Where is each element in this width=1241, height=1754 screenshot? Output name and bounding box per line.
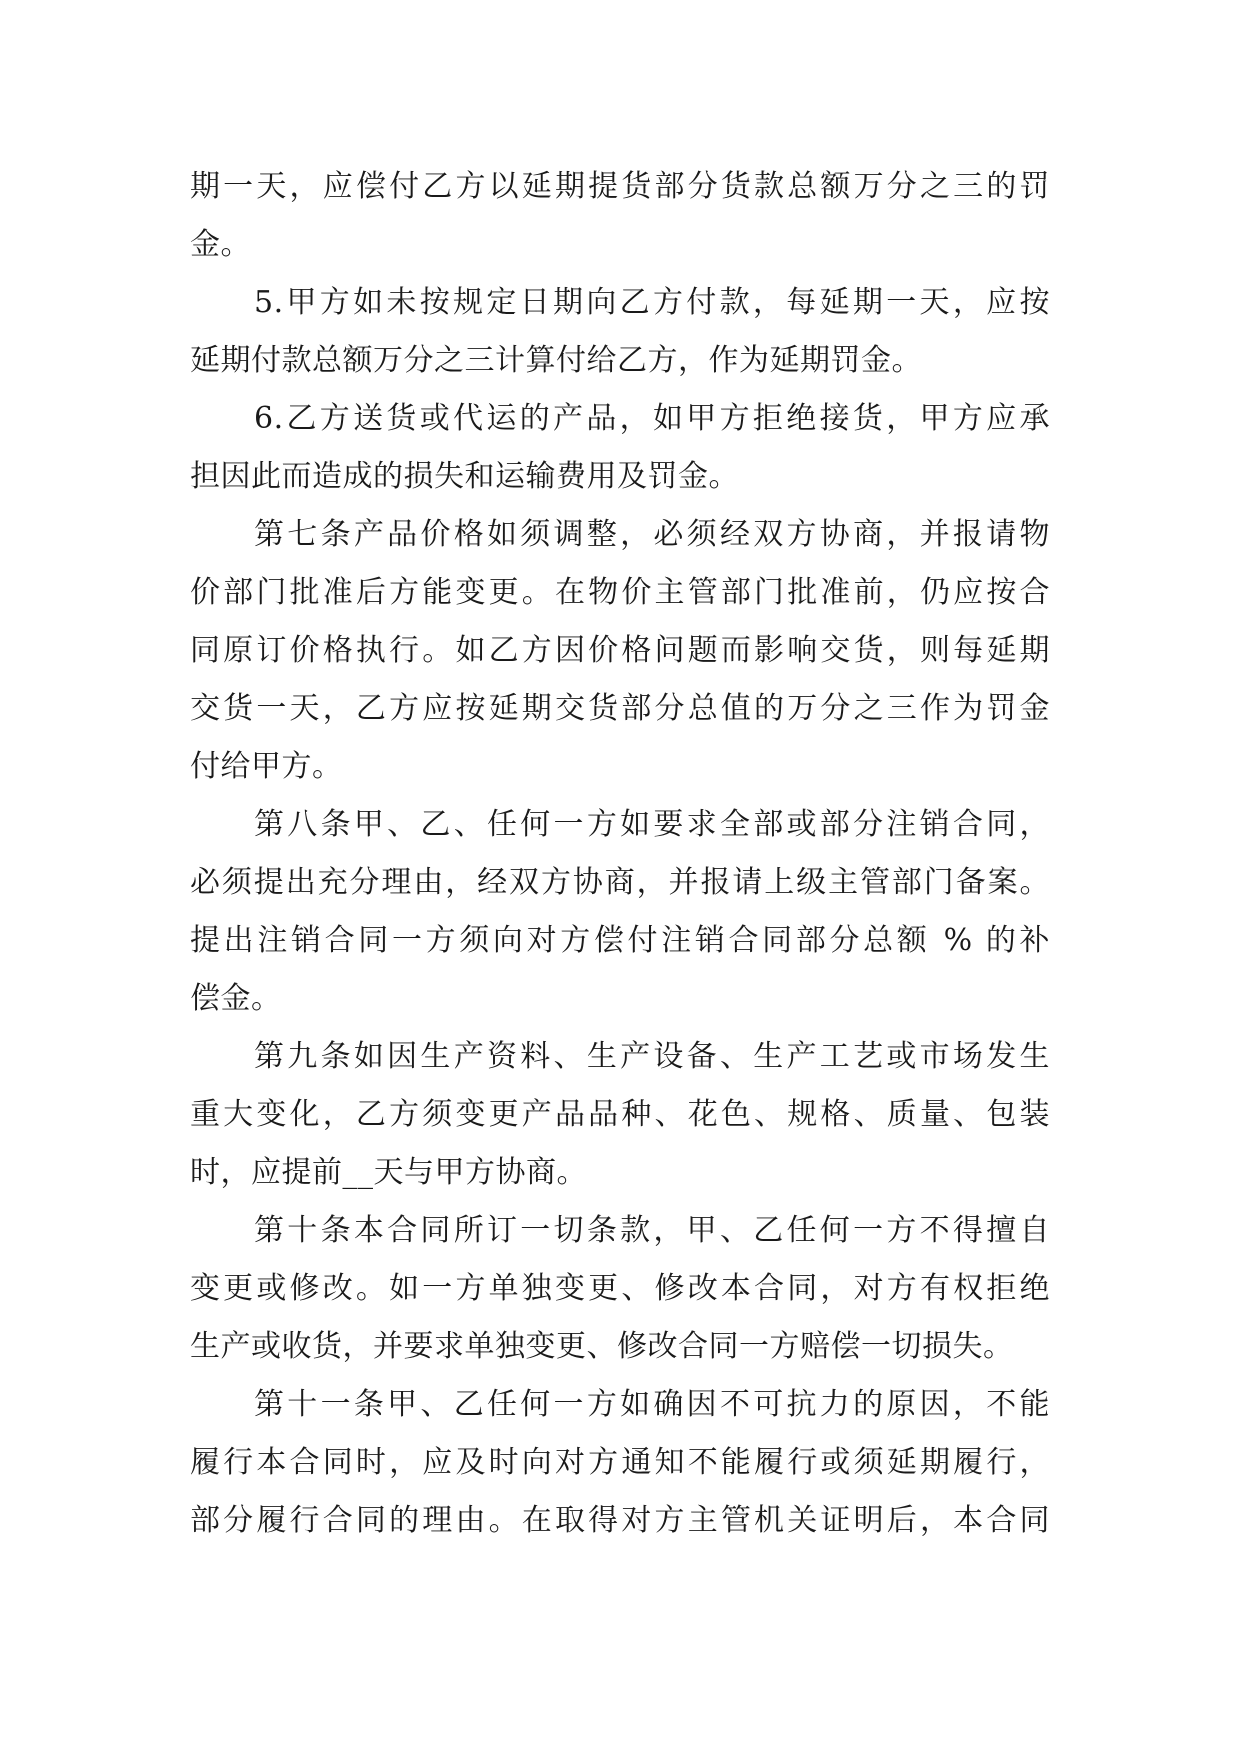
text-line: 部分履行合同的理由。在取得对方主管机关证明后，本合同: [190, 1503, 1050, 1538]
document-body: [190, 158, 1050, 1550]
text-line: 生产或收货，并要求单独变更、修改合同一方赔偿一切损失。: [190, 1329, 1014, 1364]
text-line: 5.甲方如未按规定日期向乙方付款，每延期一天，应按: [254, 285, 1050, 320]
text-line: 履行本合同时，应及时向对方通知不能履行或须延期履行，: [190, 1445, 1050, 1480]
text-line: 金。: [190, 227, 251, 262]
paragraph-item-6: [190, 390, 1050, 506]
text-line: 期一天，应偿付乙方以延期提货部分货款总额万分之三的罚: [190, 169, 1050, 204]
paragraph-article-8: [190, 796, 1050, 1028]
text-line: 第九条如因生产资料、生产设备、生产工艺或市场发生: [254, 1039, 1050, 1074]
text-line: 担因此而造成的损失和运输费用及罚金。: [190, 459, 739, 494]
paragraph-article-9: [190, 1028, 1050, 1202]
paragraph-article-7: [190, 506, 1050, 796]
text-line: 时，应提前__天与甲方协商。: [190, 1155, 587, 1190]
paragraph-continuation: [190, 158, 1050, 274]
text-line: 偿金。: [190, 981, 282, 1016]
text-line: 价部门批准后方能变更。在物价主管部门批准前，仍应按合: [190, 575, 1050, 610]
text-line: 提出注销合同一方须向对方偿付注销合同部分总额 % 的补: [190, 923, 1050, 958]
paragraph-article-11: [190, 1376, 1050, 1550]
text-line: 同原订价格执行。如乙方因价格问题而影响交货，则每延期: [190, 633, 1050, 668]
paragraph-item-5: [190, 274, 1050, 390]
text-line: 第七条产品价格如须调整，必须经双方协商，并报请物: [254, 517, 1050, 552]
text-line: 交货一天，乙方应按延期交货部分总值的万分之三作为罚金: [190, 691, 1050, 726]
paragraph-article-10: [190, 1202, 1050, 1376]
text-line: 变更或修改。如一方单独变更、修改本合同，对方有权拒绝: [190, 1271, 1050, 1306]
text-line: 第八条甲、乙、任何一方如要求全部或部分注销合同，: [254, 807, 1050, 842]
text-line: 延期付款总额万分之三计算付给乙方，作为延期罚金。: [190, 343, 922, 378]
text-line: 重大变化，乙方须变更产品品种、花色、规格、质量、包装: [190, 1097, 1050, 1132]
text-line: 6.乙方送货或代运的产品，如甲方拒绝接货，甲方应承: [254, 401, 1050, 436]
text-line: 第十条本合同所订一切条款，甲、乙任何一方不得擅自: [254, 1213, 1050, 1248]
text-line: 付给甲方。: [190, 749, 343, 784]
text-line: 第十一条甲、乙任何一方如确因不可抗力的原因，不能: [254, 1387, 1050, 1422]
text-line: 必须提出充分理由，经双方协商，并报请上级主管部门备案。: [190, 865, 1050, 900]
